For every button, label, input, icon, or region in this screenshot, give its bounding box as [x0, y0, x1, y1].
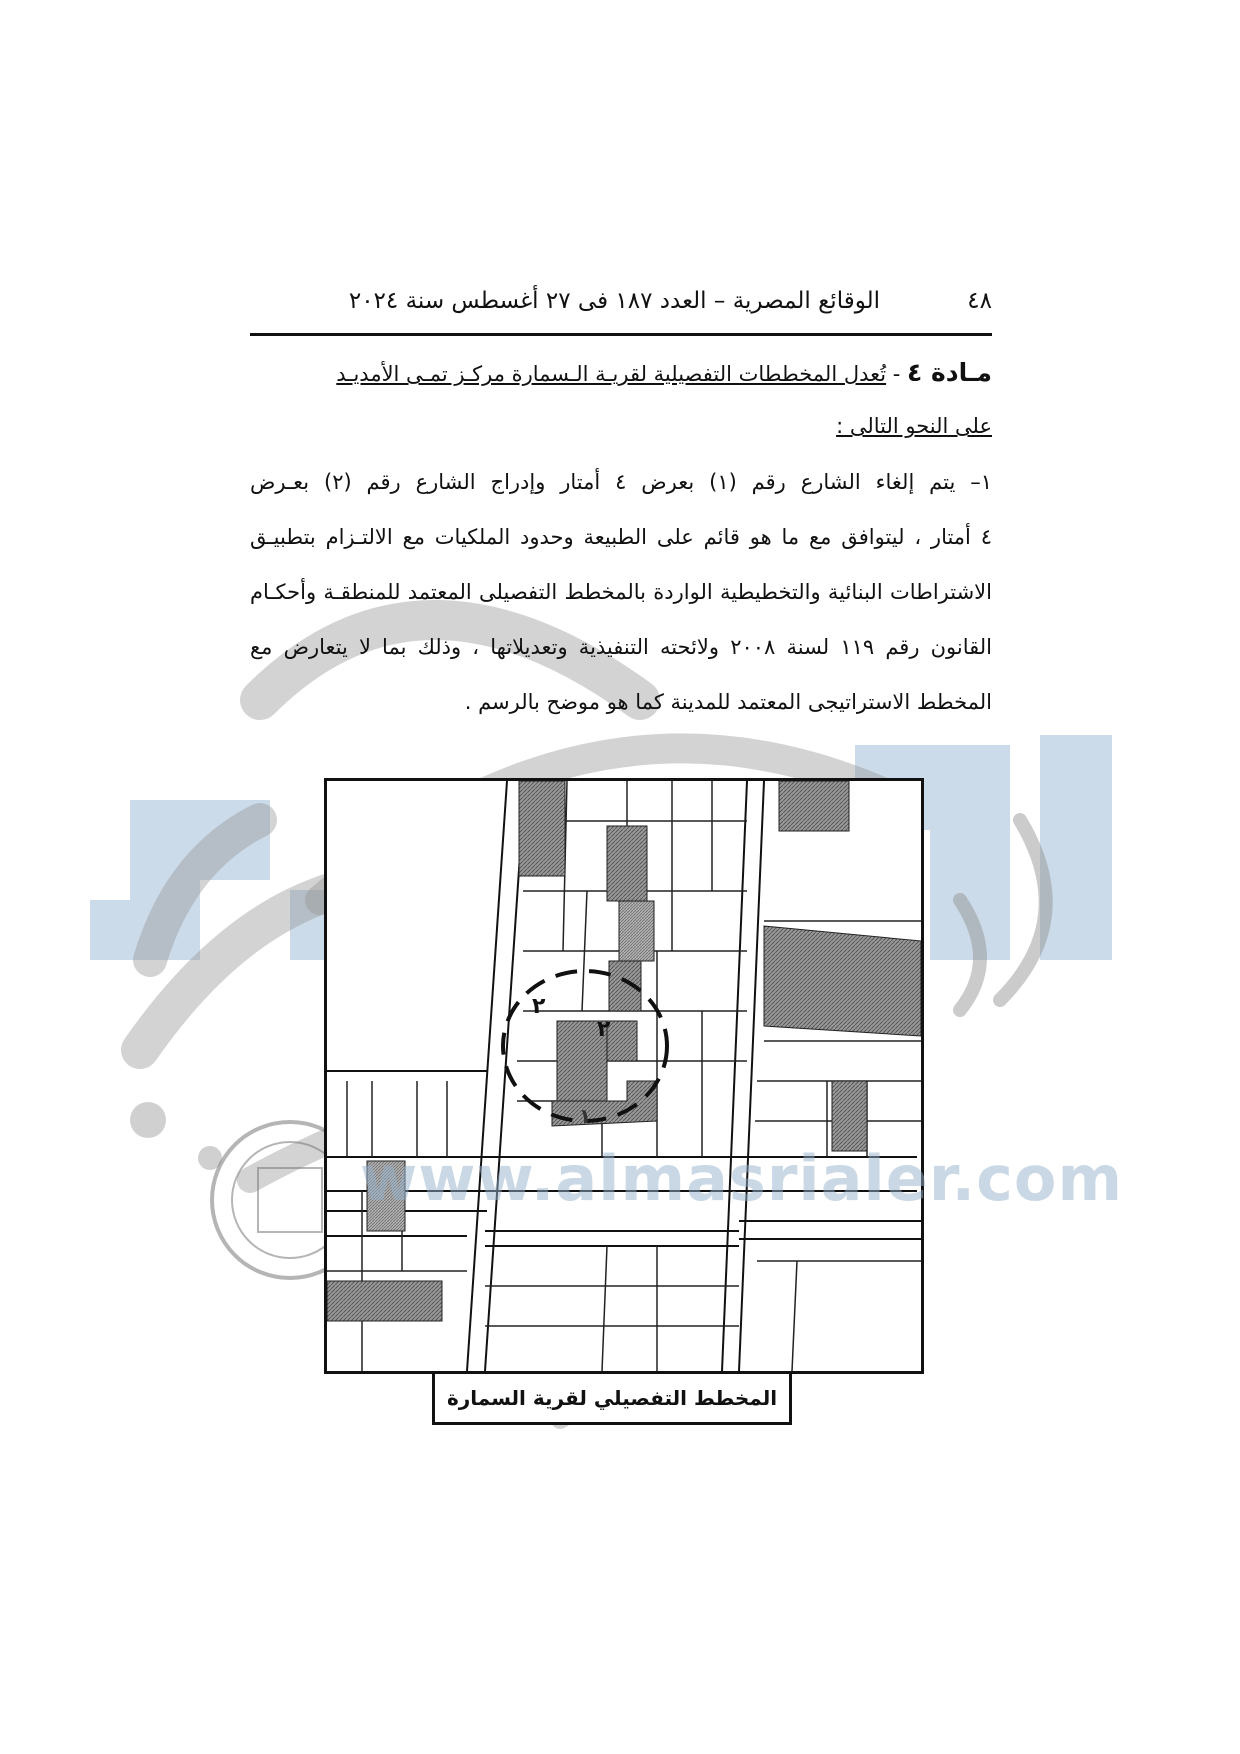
article-title-line-1: تُعدل المخططات التفصيلية لقريـة الـسمارة مركـز تمـى الأمديـد	[336, 362, 887, 386]
article-heading-line	[336, 358, 992, 387]
page-header	[250, 282, 992, 322]
site-plan-map	[324, 778, 924, 1374]
paragraph-line: القانون رقم ١١٩ لسنة ٢٠٠٨ ولائحته التنفيذية وتعديلاتها ، وذلك بما لا يتعارض مع	[250, 635, 992, 659]
header-divider	[250, 333, 992, 336]
paragraph-line: المخطط الاستراتيجى المعتمد للمدينة كما هو موضح بالرسم .	[464, 690, 992, 714]
site-plan-drawing	[327, 781, 921, 1371]
street-label: ٢	[532, 994, 546, 1019]
article-label: مـادة ٤	[907, 358, 992, 387]
map-caption: المخطط التفصيلي لقرية السمارة	[432, 1371, 792, 1425]
paragraph-line: ١– يتم إلغاء الشارع رقم (١) بعرض ٤ أمتار وإدراج الشارع رقم (٢) بعـرض	[250, 470, 992, 494]
article-title-line-2: على النحو التالى :	[836, 414, 992, 438]
article-separator: -	[886, 362, 908, 386]
street-label: ٢	[597, 1017, 611, 1042]
publication-title: الوقائع المصرية – العدد ١٨٧ فى ٢٧ أغسطس سنة ٢٠٢٤	[348, 288, 880, 314]
article-title-line-2-row	[836, 414, 992, 438]
street-label: ١	[579, 1104, 592, 1128]
paragraph-line: ٤ أمتار ، ليتوافق مع ما هو قائم على الطبيعة وحدود الملكيات مع الالتـزام بتطبيـق	[250, 525, 992, 549]
watermark-url: www.almasrialer.com	[360, 1142, 1124, 1215]
page-number: ٤٨	[967, 288, 992, 314]
paragraph-line: الاشتراطات البنائية والتخطيطية الواردة بالمخطط التفصيلى المعتمد للمنطقـة وأحكـام	[250, 580, 992, 604]
